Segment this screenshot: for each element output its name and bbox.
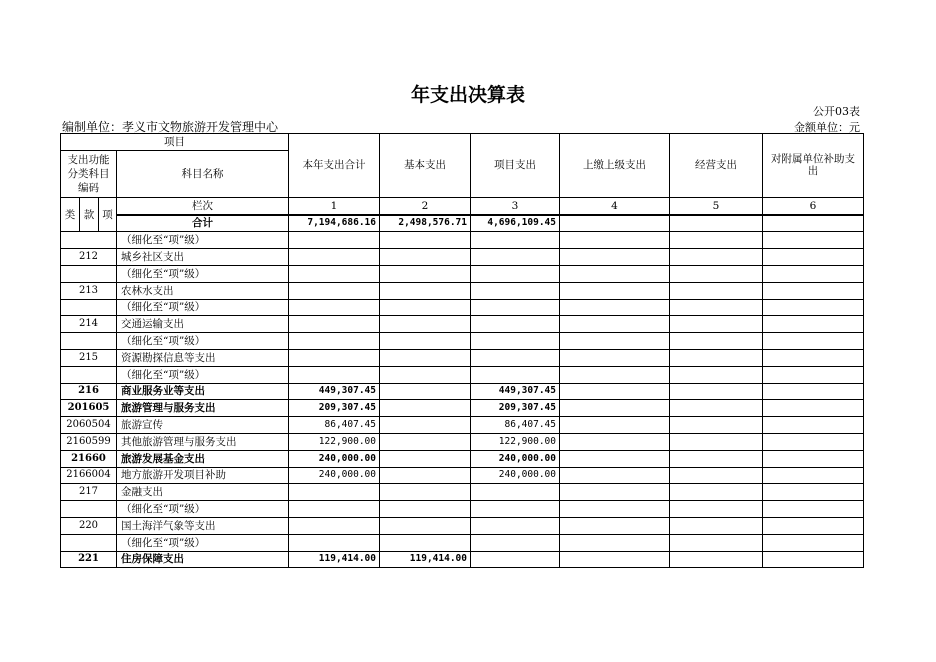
table-row — [61, 282, 864, 299]
row-v1 — [289, 333, 380, 350]
row-v2 — [380, 417, 471, 434]
row-v6 — [763, 551, 864, 568]
row-v6 — [763, 467, 864, 484]
row-v4 — [560, 249, 670, 266]
row-v6 — [763, 316, 864, 333]
row-v3 — [471, 249, 560, 266]
row-v5 — [670, 450, 763, 467]
row-v2 — [380, 366, 471, 383]
row-v4 — [560, 450, 670, 467]
row-v4 — [560, 299, 670, 316]
row-v2 — [380, 299, 471, 316]
row-v6 — [763, 299, 864, 316]
col-num-2: 2 — [380, 197, 471, 214]
row-v6 — [763, 450, 864, 467]
row-v6 — [763, 249, 864, 266]
row-code: 220 — [61, 517, 117, 534]
row-v5 — [670, 383, 763, 400]
header-func-code: 支出功能分类科目编码 — [61, 150, 117, 197]
header-col-4: 上缴上级支出 — [560, 134, 670, 198]
row-v2 — [380, 316, 471, 333]
row-v1 — [289, 249, 380, 266]
row-v2 — [380, 501, 471, 518]
row-v5 — [670, 417, 763, 434]
table-row — [61, 467, 864, 484]
row-name: （细化至“项”级） — [117, 534, 289, 551]
row-name: 其他旅游管理与服务支出 — [117, 433, 289, 450]
row-v3 — [471, 333, 560, 350]
row-code: 215 — [61, 349, 117, 366]
row-v1 — [289, 299, 380, 316]
row-v6 — [763, 366, 864, 383]
row-v1: 122,900.00 — [289, 433, 380, 450]
row-v2 — [380, 484, 471, 501]
row-code — [61, 265, 117, 282]
row-v1 — [289, 484, 380, 501]
row-v3: 122,900.00 — [471, 433, 560, 450]
row-v2 — [380, 282, 471, 299]
table-row — [61, 265, 864, 282]
table-row — [61, 501, 864, 518]
row-code: 217 — [61, 484, 117, 501]
table-row — [61, 400, 864, 417]
row-v6 — [763, 265, 864, 282]
row-name: 金融支出 — [117, 484, 289, 501]
row-v3 — [471, 517, 560, 534]
table-row — [61, 299, 864, 316]
row-v1 — [289, 265, 380, 282]
currency-unit: 金额单位：元 — [794, 121, 860, 134]
row-code: 216 — [61, 383, 117, 400]
row-v6 — [763, 433, 864, 450]
row-name: 城乡社区支出 — [117, 249, 289, 266]
row-v1 — [289, 501, 380, 518]
row-v1 — [289, 282, 380, 299]
row-v6 — [763, 517, 864, 534]
row-v4 — [560, 316, 670, 333]
row-code: 213 — [61, 282, 117, 299]
row-code — [61, 299, 117, 316]
row-v5 — [670, 517, 763, 534]
table-row — [61, 232, 864, 249]
row-v5 — [670, 299, 763, 316]
row-name: 旅游宣传 — [117, 417, 289, 434]
row-name: 资源勘探信息等支出 — [117, 349, 289, 366]
row-v5 — [670, 467, 763, 484]
table-row — [61, 433, 864, 450]
row-code — [61, 501, 117, 518]
row-v1: 240,000.00 — [289, 450, 380, 467]
row-v5 — [670, 282, 763, 299]
row-v3 — [471, 299, 560, 316]
row-v4 — [560, 383, 670, 400]
row-v2: 119,414.00 — [380, 551, 471, 568]
table-row — [61, 316, 864, 333]
row-v3 — [471, 232, 560, 249]
total-row — [61, 215, 864, 232]
table-row — [61, 534, 864, 551]
row-v1: 119,414.00 — [289, 551, 380, 568]
row-code: 214 — [61, 316, 117, 333]
row-v3: 240,000.00 — [471, 467, 560, 484]
row-v6 — [763, 534, 864, 551]
row-v2 — [380, 349, 471, 366]
row-code — [61, 232, 117, 249]
row-v3 — [471, 316, 560, 333]
row-v4 — [560, 433, 670, 450]
row-v1: 449,307.45 — [289, 383, 380, 400]
compiling-unit: 编制单位：孝义市文物旅游开发管理中心 — [62, 120, 279, 134]
row-v2 — [380, 517, 471, 534]
row-name: 农林水支出 — [117, 282, 289, 299]
row-v1 — [289, 366, 380, 383]
row-v1: 240,000.00 — [289, 467, 380, 484]
row-v5 — [670, 249, 763, 266]
row-v4 — [560, 551, 670, 568]
row-name: 住房保障支出 — [117, 551, 289, 568]
row-v5 — [670, 232, 763, 249]
row-v6 — [763, 349, 864, 366]
row-v2 — [380, 400, 471, 417]
row-v6 — [763, 484, 864, 501]
row-name: 旅游发展基金支出 — [117, 450, 289, 467]
row-code: 201605 — [61, 400, 117, 417]
row-v4 — [560, 333, 670, 350]
row-v1 — [289, 534, 380, 551]
row-name: 国土海洋气象等支出 — [117, 517, 289, 534]
row-name: 地方旅游开发项目补助 — [117, 467, 289, 484]
total-label: 合计 — [117, 215, 289, 232]
row-v4 — [560, 282, 670, 299]
row-v2 — [380, 534, 471, 551]
row-v2 — [380, 383, 471, 400]
row-v4 — [560, 400, 670, 417]
table-row — [61, 551, 864, 568]
row-v5 — [670, 333, 763, 350]
row-v2 — [380, 333, 471, 350]
table-row — [61, 333, 864, 350]
header-subject-name: 科目名称 — [117, 150, 289, 197]
row-name: （细化至“项”级） — [117, 299, 289, 316]
row-v4 — [560, 534, 670, 551]
row-v5 — [670, 366, 763, 383]
row-name: （细化至“项”级） — [117, 333, 289, 350]
page-title: 年支出决算表 — [410, 84, 525, 106]
row-v4 — [560, 467, 670, 484]
row-v5 — [670, 534, 763, 551]
header-col-5: 经营支出 — [670, 134, 763, 198]
table-row — [61, 484, 864, 501]
table-row — [61, 349, 864, 366]
row-v4 — [560, 265, 670, 282]
row-v6 — [763, 282, 864, 299]
row-v5 — [670, 551, 763, 568]
col-num-1: 1 — [289, 197, 380, 214]
row-v6 — [763, 400, 864, 417]
table-row — [61, 249, 864, 266]
row-code: 21660 — [61, 450, 117, 467]
row-name: （细化至“项”级） — [117, 501, 289, 518]
row-v6 — [763, 333, 864, 350]
row-v3 — [471, 551, 560, 568]
row-name: （细化至“项”级） — [117, 265, 289, 282]
row-code: 221 — [61, 551, 117, 568]
row-code — [61, 333, 117, 350]
header-xiang: 项 — [99, 197, 117, 232]
row-code: 2060504 — [61, 417, 117, 434]
row-name: 商业服务业等支出 — [117, 383, 289, 400]
row-v3: 449,307.45 — [471, 383, 560, 400]
header-col-2: 基本支出 — [380, 134, 471, 198]
table-row — [61, 366, 864, 383]
header-col-1: 本年支出合计 — [289, 134, 380, 198]
row-v4 — [560, 232, 670, 249]
row-v1 — [289, 316, 380, 333]
row-v6 — [763, 501, 864, 518]
row-v3 — [471, 501, 560, 518]
header-col-6: 对附属单位补助支出 — [763, 134, 864, 198]
total-v2: 2,498,576.71 — [380, 215, 471, 232]
header-kuan: 款 — [80, 197, 99, 232]
row-v1 — [289, 232, 380, 249]
row-code: 212 — [61, 249, 117, 266]
row-v2 — [380, 232, 471, 249]
row-code: 2166004 — [61, 467, 117, 484]
col-num-4: 4 — [560, 197, 670, 214]
row-v2 — [380, 433, 471, 450]
row-v3: 240,000.00 — [471, 450, 560, 467]
col-num-6: 6 — [763, 197, 864, 214]
row-v2 — [380, 265, 471, 282]
row-v5 — [670, 316, 763, 333]
header-col-3: 项目支出 — [471, 134, 560, 198]
col-num-3: 3 — [471, 197, 560, 214]
row-v1: 86,407.45 — [289, 417, 380, 434]
header-lanci: 栏次 — [117, 197, 289, 214]
row-v4 — [560, 484, 670, 501]
row-v1 — [289, 517, 380, 534]
row-v5 — [670, 400, 763, 417]
row-v1: 209,307.45 — [289, 400, 380, 417]
row-v3 — [471, 484, 560, 501]
row-v4 — [560, 366, 670, 383]
row-v1 — [289, 349, 380, 366]
table-row — [61, 417, 864, 434]
table-row — [61, 383, 864, 400]
form-number: 公开03表 — [813, 105, 860, 118]
row-v3 — [471, 534, 560, 551]
table-row — [61, 450, 864, 467]
row-v3: 209,307.45 — [471, 400, 560, 417]
row-v5 — [670, 265, 763, 282]
row-v4 — [560, 349, 670, 366]
row-v3: 86,407.45 — [471, 417, 560, 434]
total-v3: 4,696,109.45 — [471, 215, 560, 232]
row-v3 — [471, 282, 560, 299]
row-name: 旅游管理与服务支出 — [117, 400, 289, 417]
col-num-5: 5 — [670, 197, 763, 214]
row-code — [61, 366, 117, 383]
expenditure-table — [60, 133, 864, 568]
header-project: 项目 — [61, 134, 289, 151]
row-v3 — [471, 366, 560, 383]
row-v5 — [670, 349, 763, 366]
row-v4 — [560, 501, 670, 518]
row-v3 — [471, 265, 560, 282]
row-v2 — [380, 249, 471, 266]
row-v4 — [560, 417, 670, 434]
header-lei: 类 — [61, 197, 80, 232]
row-v6 — [763, 417, 864, 434]
row-v2 — [380, 450, 471, 467]
row-code: 2160599 — [61, 433, 117, 450]
row-v5 — [670, 484, 763, 501]
row-v2 — [380, 467, 471, 484]
row-v6 — [763, 383, 864, 400]
total-v1: 7,194,686.16 — [289, 215, 380, 232]
row-name: （细化至“项”级） — [117, 366, 289, 383]
row-v5 — [670, 501, 763, 518]
row-code — [61, 534, 117, 551]
row-v3 — [471, 349, 560, 366]
row-v4 — [560, 517, 670, 534]
row-v5 — [670, 433, 763, 450]
row-name: 交通运输支出 — [117, 316, 289, 333]
row-v6 — [763, 232, 864, 249]
table-row — [61, 517, 864, 534]
row-name: （细化至“项”级） — [117, 232, 289, 249]
